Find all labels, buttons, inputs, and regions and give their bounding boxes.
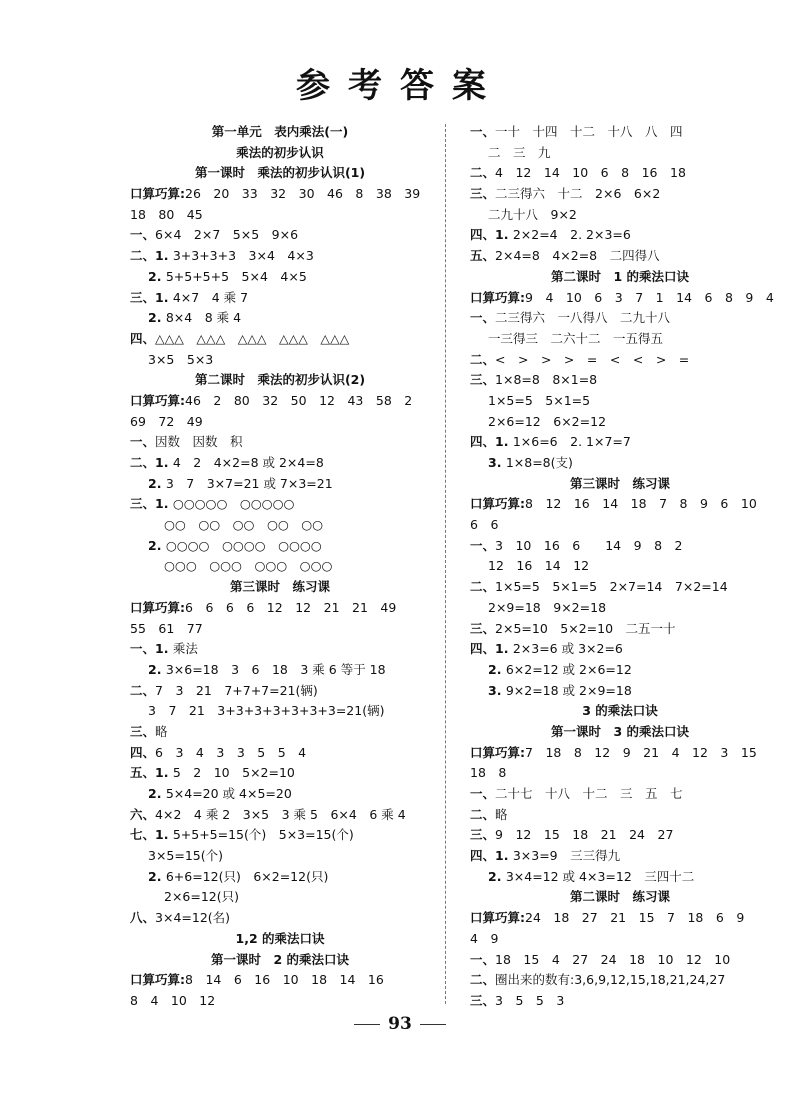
question-number: 2.: [148, 868, 166, 884]
answer-line: 2. 5+5+5+5 5×4 4×5: [148, 268, 307, 284]
page-number: 93: [388, 1014, 412, 1034]
answer-line: 一、二十七 十八 十二 三 五 七: [470, 786, 683, 801]
answer-line: 口算巧算:26 20 33 32 30 46 8 38 39: [130, 186, 421, 202]
answer-line: 八、3×4=12(名): [130, 910, 231, 926]
question-number: 四、: [130, 744, 156, 760]
question-number: 三、: [470, 372, 496, 388]
question-number: 2.: [148, 310, 166, 326]
question-number: 三、: [130, 723, 156, 739]
answer-line: 55 61 77: [130, 620, 203, 636]
answer-line: 二、4 12 14 10 6 8 16 18: [470, 165, 686, 181]
answer-line: 口算巧算:7 18 8 12 9 21 4 12 3 15: [470, 744, 757, 760]
answer-line: 五、2×4=8 4×2=8 二四得八: [470, 248, 660, 264]
section-heading: 第一课时 2 的乘法口诀: [210, 951, 350, 967]
answer-line: 二 三 九: [488, 144, 551, 160]
question-number: 二、: [130, 682, 156, 698]
question-number: 五、: [470, 248, 496, 264]
right-answer-column: [470, 122, 774, 1012]
answer-line: 三、二三得六 十二 2×6 6×2: [470, 186, 661, 202]
section-heading: 第二课时 练习课: [569, 889, 670, 905]
answer-line: 口算巧算:9 4 10 6 3 7 1 14 6 8 9 4: [470, 289, 774, 305]
section-heading: 第二课时 1 的乘法口诀: [550, 268, 690, 284]
answer-line: 2. 5×4=20 或 4×5=20: [148, 786, 292, 801]
answer-line: 口算巧算:8 12 16 14 18 7 8 9 6 10: [470, 496, 757, 512]
question-number: 五、1.: [130, 765, 173, 781]
question-number: 口算巧算:: [130, 186, 185, 202]
question-number: 八、: [130, 910, 156, 926]
question-number: 3.: [488, 455, 506, 470]
answer-line: 69 72 49: [130, 413, 203, 429]
answer-line: 2×6=12(只): [164, 889, 240, 905]
footer-dash-right: [420, 1024, 446, 1025]
answer-line: 1×5=5 5×1=5: [488, 392, 591, 408]
answer-line: 2. ○○○○ ○○○○ ○○○○: [148, 537, 322, 553]
question-number: 四、1.: [470, 434, 513, 450]
question-number: 二、: [470, 806, 496, 822]
question-number: 一、: [470, 124, 496, 139]
question-number: 口算巧算:: [130, 599, 185, 615]
answer-line: 一三得三 二六十二 一五得五: [488, 330, 664, 346]
question-number: 2.: [488, 868, 506, 884]
question-number: 2.: [148, 537, 166, 553]
answer-line: 五、1. 5 2 10 5×2=10: [130, 765, 295, 781]
question-number: 口算巧算:: [470, 910, 525, 926]
question-number: 口算巧算:: [470, 496, 525, 512]
answer-line: 四、1. 2×2=4 2. 2×3=6: [470, 227, 631, 243]
section-heading: 第三课时 练习课: [229, 579, 330, 595]
answer-line: 二、1. 4 2 4×2=8 或 2×4=8: [130, 455, 324, 470]
question-number: 二、: [470, 972, 496, 988]
question-number: 二、1.: [130, 248, 173, 264]
answer-line: 二、1×5=5 5×1=5 2×7=14 7×2=14: [470, 579, 728, 595]
answer-line: 4 9: [470, 930, 499, 946]
footer-dash-left: [354, 1024, 380, 1025]
answer-line: 三、2×5=10 5×2=10 二五一十: [470, 620, 676, 636]
question-number: 2.: [148, 475, 166, 491]
question-number: 口算巧算:: [470, 289, 525, 305]
answer-line: 六、4×2 4 乘 2 3×5 3 乘 5 6×4 6 乘 4: [130, 806, 406, 822]
section-heading: 第三课时 练习课: [569, 475, 670, 491]
answer-line: 2. 3×6=18 3 6 18 3 乘 6 等于 18: [148, 661, 386, 677]
answer-line: 三、1. ○○○○○ ○○○○○: [130, 496, 295, 512]
question-number: 2.: [148, 268, 166, 284]
answer-line: 二、< > > > = < < > =: [470, 351, 690, 367]
page-number-footer: [0, 1014, 800, 1034]
answer-line: 二、7 3 21 7+7+7=21(辆): [130, 682, 318, 698]
answer-line: 二九十八 9×2: [488, 206, 577, 222]
question-number: 三、: [470, 992, 496, 1008]
question-number: 一、: [130, 434, 156, 450]
answer-line: 七、1. 5+5+5=15(个) 5×3=15(个): [130, 827, 354, 843]
answer-line: 口算巧算:46 2 80 32 50 12 43 58 2: [130, 392, 413, 408]
question-number: 二、1.: [130, 455, 173, 470]
answer-line: 三、略: [130, 723, 168, 739]
page-title: 参考答案: [296, 66, 504, 106]
answer-line: 6 6: [470, 517, 499, 533]
answer-line: ○○ ○○ ○○ ○○ ○○: [164, 517, 324, 533]
answer-line: 3 7 21 3+3+3+3+3+3+3=21(辆): [148, 703, 385, 719]
answer-line: 一、6×4 2×7 5×5 9×6: [130, 227, 299, 243]
question-number: 四、1.: [470, 227, 513, 243]
question-number: 一、: [130, 227, 156, 243]
question-number: 三、1.: [130, 289, 173, 305]
answer-line: 三、9 12 15 18 21 24 27: [470, 827, 674, 843]
answer-line: 二、圈出来的数有:3,6,9,12,15,18,21,24,27: [470, 972, 726, 988]
section-heading: 第一课时 乘法的初步认识(1): [194, 165, 366, 181]
answer-line: 18 8: [470, 765, 507, 781]
question-number: 三、: [470, 186, 496, 202]
question-number: 六、: [130, 806, 156, 822]
answer-line: 2. 3×4=12 或 4×3=12 三四十二: [488, 868, 695, 884]
answer-line: 一、18 15 4 27 24 18 10 12 10: [470, 951, 731, 967]
answer-line: 四、△△△ △△△ △△△ △△△ △△△: [130, 330, 350, 346]
answer-line: 12 16 14 12: [488, 558, 590, 574]
answer-line: 一、一十 十四 十二 十八 八 四: [470, 124, 683, 139]
question-number: 三、: [470, 827, 496, 843]
question-number: 口算巧算:: [130, 392, 185, 408]
answer-line: 2. 6+6=12(只) 6×2=12(只): [148, 868, 329, 884]
answer-line: 2×9=18 9×2=18: [488, 599, 607, 615]
answer-line: 二、略: [470, 806, 508, 822]
answer-line: 三、1. 4×7 4 乘 7: [130, 289, 249, 305]
section-heading: 第一课时 3 的乘法口诀: [550, 723, 690, 739]
question-number: 3.: [488, 682, 506, 698]
answer-line: ○○○ ○○○ ○○○ ○○○: [164, 558, 333, 574]
question-number: 四、: [130, 330, 156, 346]
answer-line: 口算巧算:6 6 6 6 12 12 21 21 49: [130, 599, 397, 615]
answer-line: 一、1. 乘法: [130, 641, 198, 657]
question-number: 口算巧算:: [130, 972, 185, 988]
section-heading: 第二课时 乘法的初步认识(2): [194, 372, 366, 388]
question-number: 一、: [470, 786, 496, 801]
section-heading: 第一单元 表内乘法(一): [211, 124, 349, 139]
question-number: 一、: [470, 310, 496, 326]
question-number: 七、1.: [130, 827, 173, 843]
question-number: 一、: [470, 951, 496, 967]
question-number: 二、: [470, 351, 496, 367]
question-number: 2.: [148, 786, 166, 801]
question-number: 四、1.: [470, 848, 513, 864]
answer-line: 一、二三得六 一八得八 二九十八: [470, 310, 671, 326]
answer-line: 18 80 45: [130, 206, 203, 222]
question-number: 2.: [488, 661, 506, 677]
answer-line: 2×6=12 6×2=12: [488, 413, 607, 429]
section-heading: 1,2 的乘法口诀: [235, 930, 325, 946]
answer-line: 3×5 5×3: [148, 351, 214, 367]
question-number: 三、1.: [130, 496, 173, 512]
answer-line: 2. 6×2=12 或 2×6=12: [488, 661, 632, 677]
answer-line: 三、1×8=8 8×1=8: [470, 372, 598, 388]
answer-line: 四、6 3 4 3 3 5 5 4: [130, 744, 307, 760]
answer-line: 3. 1×8=8(支): [488, 455, 573, 470]
question-number: 二、: [470, 579, 496, 595]
answer-line: 三、3 5 5 3: [470, 992, 565, 1008]
question-number: 一、1.: [130, 641, 173, 657]
section-heading: 乘法的初步认识: [236, 144, 324, 160]
answer-line: 一、因数 因数 积: [130, 434, 243, 450]
answer-line: 2. 8×4 8 乘 4: [148, 310, 242, 326]
answer-line: 3×5=15(个): [148, 848, 224, 864]
answer-line: 一、3 10 16 6 14 9 8 2: [470, 537, 683, 553]
answer-line: 口算巧算:8 14 6 16 10 18 14 16: [130, 972, 384, 988]
question-number: 四、1.: [470, 641, 513, 657]
question-number: 三、: [470, 620, 496, 636]
question-number: 二、: [470, 165, 496, 181]
answer-line: 2. 3 7 3×7=21 或 7×3=21: [148, 475, 333, 491]
answer-line: 四、1. 3×3=9 三三得九: [470, 848, 621, 864]
question-number: 口算巧算:: [470, 744, 525, 760]
question-number: 2.: [148, 661, 166, 677]
answer-line: 四、1. 1×6=6 2. 1×7=7: [470, 434, 631, 450]
answer-line: 四、1. 2×3=6 或 3×2=6: [470, 641, 623, 657]
answer-line: 3. 9×2=18 或 2×9=18: [488, 682, 632, 698]
column-divider: [445, 124, 446, 1004]
answer-line: 8 4 10 12: [130, 992, 216, 1008]
answer-line: 口算巧算:24 18 27 21 15 7 18 6 9: [470, 910, 745, 926]
question-number: 一、: [470, 537, 496, 553]
left-answer-column: [130, 122, 430, 1012]
section-heading: 3 的乘法口诀: [582, 703, 658, 719]
answer-line: 二、1. 3+3+3+3 3×4 4×3: [130, 248, 314, 264]
